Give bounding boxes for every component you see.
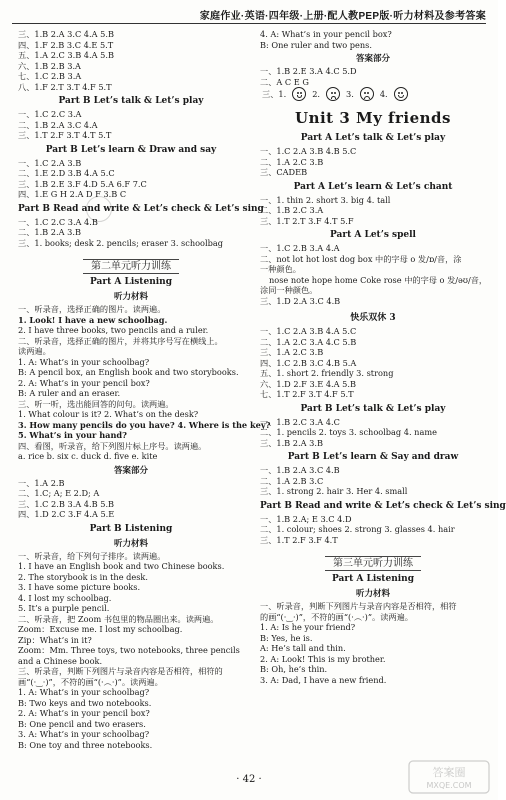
answer-line: 二、1.A 2.B 3.C (260, 475, 324, 486)
answer-num: 3. (346, 88, 354, 99)
answer-line: 二、1. pencils 2. toys 3. schoolbag 4. name (260, 427, 437, 437)
material-line: 3. A: What’s in your schoolbag? (18, 729, 150, 739)
material-line: 画“(·‿·)”，不符的画“(·︵·)”。读两遍。 (18, 676, 163, 687)
answer-num: 2. (312, 88, 320, 99)
material-line: 2. A: What’s in your pencil box? (18, 708, 150, 718)
answer-line: 三、1.B 2.A 3.B (260, 437, 323, 448)
unit-banner (260, 551, 486, 570)
material-line: B: A ruler and an eraser. (18, 388, 121, 398)
material-line: 1. Look! I have a new schoolbag. (18, 314, 168, 325)
right-column (260, 29, 506, 776)
material-line: 一、听录音，判断下列图片与录音内容是否相符，相符 (260, 601, 457, 611)
section-title: Part A Listening (331, 574, 414, 584)
material-line: 三、听录音，判断下列图片与录音内容是否相符，相符的 (18, 666, 223, 676)
page-header (0, 0, 498, 26)
section-title: Part B Read and write & Let’s check & Let’s sing (18, 203, 264, 214)
material-line: 读两遍。 (18, 346, 51, 356)
answer-line: 二、A C E G (260, 76, 309, 87)
material-line: 二、听录音，把 Zoom 书包里的物品圈出来。读两遍。 (18, 613, 219, 624)
answer-line: 二、1.C; A; E 2.D; A (18, 488, 100, 498)
answer-line: 一、1.C 2.A 3.B (18, 157, 82, 168)
material-line: B: Oh, he’s thin. (260, 664, 328, 674)
answer-line: 八、1.F 2.T 3.T 4.F 5.T (18, 81, 112, 92)
answer-line: 三、1.B 2.A 3.C 4.A 5.B (18, 29, 114, 39)
section-title: Part B Let’s talk & Let’s play (58, 96, 204, 106)
material-line: 4. I lost my schoolbag. (18, 592, 112, 603)
section-title: Part B Read and write & Let’s check & Let’s sing (260, 500, 506, 511)
answer-line: 二、1.B 2.A 3.C 4.A (18, 119, 98, 130)
page-number: · 42 · (236, 774, 262, 785)
answers-title: 答案部分 (355, 54, 390, 64)
unit-title: Unit 3 My friends (295, 109, 451, 127)
material-line: 3. A: Dad, I have a new friend. (260, 674, 387, 685)
smiley-face-icon (394, 87, 408, 101)
header-rule (12, 23, 486, 24)
section-title: Part A Listening (89, 277, 172, 287)
answer-line: 五、1. short 2. friendly 3. strong (260, 368, 394, 378)
banner-text: 第三单元听力训练 (325, 556, 421, 571)
answer-line: 三、1.A 2.C 3.B (260, 347, 324, 357)
material-line: 的画“(·‿·)”，不符的画“(·︵·)”。读两遍。 (260, 611, 413, 622)
answer-line: 二、not lot hot lost dog box 中的字母 o 发/ɒ/音，涂 (260, 253, 462, 264)
answer-line: 四、1.C 2.B 3.C 4.B 5.A (260, 357, 357, 368)
answer-line: 二、1.B 2.A 3.B (18, 227, 81, 237)
material-line: 三、听一听，选出能回答的问句。读两遍。 (18, 398, 174, 409)
material-line: A: He’s tall and thin. (260, 643, 346, 653)
face-answers (260, 87, 486, 101)
material-line: 3. How many pencils do you have? 4. Where is the key? (18, 419, 271, 430)
sad-face-icon (326, 87, 340, 101)
answer-line: 四、1.E G H 2.A D F 3.B C (18, 189, 127, 199)
material-line: 1. What colour is it? 2. What’s on the desk? (18, 409, 199, 419)
answer-line: 三、1.T 2.F 3.F 4.T (260, 534, 338, 545)
answer-line: 一、1.B 2.A; E 3.C 4.D (260, 513, 352, 524)
answer-line: 三、1.T 2.T 3.F 4.T 5.F (260, 215, 354, 226)
answer-line: 三、1.D 2.A 3.C 4.B (260, 295, 341, 306)
section-title: Part A Let’s talk & Let’s play (300, 133, 446, 143)
material-line: 2. The storybook is in the desk. (18, 571, 149, 582)
material-line: Zoom：Excuse me. I lost my schoolbag. (18, 624, 183, 634)
material-line: 四、看图，听录音，给下列图片标上序号。读两遍。 (18, 440, 207, 451)
material-title: 听力材料 (113, 292, 148, 302)
answer-line: 三、1. (262, 88, 287, 99)
answer-line: 三、1.C 2.B 3.A 4.B 5.B (18, 498, 115, 509)
material-line: 2. I have three books, two pencils and a ruler. (18, 325, 209, 335)
material-line: 1. I have an English book and two Chinese books. (18, 561, 225, 571)
answer-line: 六、1.D 2.F 3.E 4.A 5.B (260, 378, 356, 389)
answer-line: 一、1.B 2.E 3.A 4.C 5.D (260, 66, 357, 76)
section-title: Part B Let’s talk & Let’s play (300, 403, 446, 414)
material-line: B: One toy and three notebooks. (18, 739, 153, 750)
answer-line: 二、1.A 2.C 3.A 4.C 5.B (260, 336, 357, 347)
material-line: 1. A: Is he your friend? (260, 622, 356, 632)
unit-banner (18, 254, 244, 273)
answer-line: 一、1.C 2.B 3.A 4.A (260, 243, 340, 253)
answer-line: 五、1.A 2.C 3.B 4.A 5.B (18, 50, 114, 60)
material-line: B: Two keys and two notebooks. (18, 697, 152, 708)
material-line: 一、听录音，给下列句子排序。读两遍。 (18, 550, 166, 561)
answer-line: 二、1.E 2.D 3.B 4.A 5.C (18, 168, 115, 178)
answer-line: 一、1.A 2.B (18, 477, 65, 488)
material-line: a. rice b. six c. duck d. five e. kite (18, 451, 158, 461)
material-line: B: A pencil box, an English book and two storybooks. (18, 367, 239, 377)
answer-line: 一、1.C 2.C 3.A (18, 109, 82, 119)
answer-line: 四、1.F 2.B 3.C 4.E 5.T (18, 39, 114, 50)
section-title: Part B Listening (89, 523, 173, 534)
watermark-logo (408, 760, 490, 794)
svg-text:MXQE.COM: MXQE.COM (426, 781, 472, 790)
answer-line: 四、1.D 2.C 3.F 4.A 5.E (18, 509, 115, 519)
answer-line: 二、1. colour; shoes 2. strong 3. glasses 4. hair (260, 524, 455, 534)
header-title: 家庭作业·英语·四年级·上册·配人教PEP版·听力材料及参考答案 (199, 11, 486, 22)
section-title: Part B Let’s learn & Say and draw (287, 452, 459, 462)
section-title: Part B Let’s learn & Draw and say (45, 144, 217, 155)
material-line: 2. A: Look! This is my brother. (260, 653, 386, 664)
material-line: 一、听录音，选择正确的图片。读两遍。 (18, 304, 166, 314)
answer-num: 4. (379, 88, 388, 99)
smiley-face-icon (292, 87, 306, 101)
answer-line: 一、1. thin 2. short 3. big 4. tall (260, 194, 391, 205)
answer-line: 一种颜色。 (260, 264, 301, 274)
answer-line: 二、1.A 2.C 3.B (260, 156, 324, 167)
svg-text:答案圈: 答案圈 (432, 766, 466, 779)
answer-line: nose note hope home Coke rose 中的字母 o 发/əʊ/音， (269, 274, 488, 285)
material-line: B: One ruler and two pens. (260, 39, 372, 50)
banner-text: 第二单元听力训练 (83, 259, 179, 274)
answer-line: 一、1.B 2.C 3.A 4.C (260, 416, 340, 427)
answer-line: 一、1.C 2.A 3.B 4.A 5.C (260, 326, 357, 336)
material-line: 1. A: What’s in your schoolbag? (18, 356, 150, 367)
answer-line: 一、1.C 2.C 3.A 4.B (18, 216, 98, 227)
section-title: Part A Let’s spell (330, 230, 416, 240)
answer-line: 三、1.T 2.F 3.T 4.T 5.T (18, 130, 112, 140)
material-line: 4. A: What’s in your pencil box? (260, 29, 392, 39)
material-title: 听力材料 (355, 589, 390, 599)
answer-line: 七、1.C 2.B 3.A (18, 71, 82, 81)
left-top-answers (18, 29, 244, 92)
answer-line: 二、1.B 2.C 3.A (260, 205, 324, 215)
material-line: and a Chinese book. (18, 655, 103, 666)
material-line: B: One pencil and two erasers. (18, 718, 146, 729)
material-line: 5. It’s a purple pencil. (18, 603, 110, 613)
material-line: 二、听录音，选择正确的图片，并将其序号写在横线上。 (18, 335, 223, 346)
material-line: Zoom：Mm. Three toys, two notebooks, three pencils (18, 645, 240, 655)
answer-line: 六、1.B 2.B 3.A (18, 60, 81, 71)
answer-line: 一、1.C 2.A 3.B 4.B 5.C (260, 146, 357, 156)
material-title: 听力材料 (113, 538, 148, 549)
material-line: 3. I have some picture books. (18, 582, 141, 592)
answer-line: 三、1.B 2.E 3.F 4.D 5.A 6.F 7.C (18, 178, 147, 189)
answer-line: 三、1. strong 2. hair 3. Her 4. small (260, 486, 408, 496)
material-line: 2. A: What’s in your pencil box? (18, 377, 150, 388)
material-line: B: Yes, he is. (260, 632, 313, 643)
sad-face-icon (360, 87, 374, 101)
answer-line: 三、1. books; desk 2. pencils; eraser 3. schoolbag (18, 237, 223, 248)
section-title: Part A Let’s learn & Let’s chant (293, 181, 453, 192)
material-line: 1. A: What’s in your schoolbag? (18, 687, 150, 697)
answer-line: 一、1.B 2.A 3.C 4.B (260, 465, 340, 475)
section-title: 快乐双休 3 (350, 313, 396, 323)
answers-title: 答案部分 (113, 465, 148, 476)
material-line: 5. What’s in your hand? (18, 430, 127, 440)
left-column (18, 29, 271, 776)
answer-line: 三、CADEB (260, 167, 308, 177)
answer-line: 七、1.T 2.F 3.T 4.F 5.T (260, 389, 354, 399)
answer-line: 涂同一种颜色。 (260, 285, 318, 295)
material-line: Zip：What’s in it? (18, 634, 92, 645)
